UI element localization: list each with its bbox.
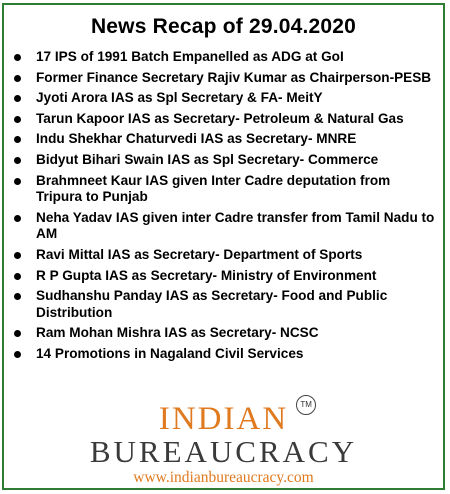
list-item	[10, 90, 440, 107]
indian-bureaucracy-logo	[4, 401, 443, 487]
list-item-text: Neha Yadav IAS given inter Cadre transfer from Tamil Nadu to AM	[36, 209, 435, 242]
logo-website-url: www.indianbureaucracy.com	[133, 469, 314, 486]
list-item	[10, 70, 440, 87]
list-item-text: R P Gupta IAS as Secretary- Ministry of Environment	[36, 267, 377, 283]
logo-wordmark-indian	[158, 400, 312, 437]
list-item	[10, 288, 440, 321]
list-item-text: Brahmneet Kaur IAS given Inter Cadre deputation from Tripura to Punjab	[36, 172, 391, 205]
page-title: News Recap of 29.04.2020	[90, 15, 357, 38]
list-item-text: Sudhanshu Panday IAS as Secretary- Food and Public Distribution	[36, 288, 388, 320]
bullet-icon	[14, 252, 21, 259]
bullet-icon	[14, 54, 21, 61]
list-item	[10, 247, 440, 264]
logo-text-indian: INDIAN	[158, 401, 289, 437]
list-item	[10, 268, 440, 285]
bullet-icon	[14, 178, 21, 185]
list-item	[10, 346, 440, 363]
list-item	[10, 111, 440, 128]
bullet-icon	[14, 95, 21, 102]
bullet-icon	[14, 157, 21, 164]
list-item	[10, 173, 440, 206]
bullet-icon	[14, 351, 21, 358]
list-item-text: Former Finance Secretary Rajiv Kumar as Chairperson-PESB	[36, 69, 432, 85]
list-item-text: Jyoti Arora IAS as Spl Secretary & FA- MeitY	[36, 90, 323, 106]
list-item-text: Ravi Mittal IAS as Secretary- Department of Sports	[36, 246, 363, 262]
bullet-icon	[14, 75, 21, 82]
bullet-icon	[14, 215, 21, 222]
list-item	[10, 210, 440, 243]
logo-wordmark-bureaucracy: BUREAUCRACY	[89, 434, 358, 469]
list-item	[10, 325, 440, 342]
bullet-icon	[14, 136, 21, 143]
trademark-icon: TM	[296, 395, 316, 415]
list-item-text: Tarun Kapoor IAS as Secretary- Petroleum & Natural Gas	[36, 110, 404, 126]
bullet-icon	[14, 116, 21, 123]
list-item-text: Ram Mohan Mishra IAS as Secretary- NCSC	[36, 325, 319, 341]
list-item	[10, 152, 440, 169]
list-item	[10, 49, 440, 66]
list-item-text: Bidyut Bihari Swain IAS as Spl Secretary- Commerce	[36, 151, 379, 167]
bullet-icon	[14, 293, 21, 300]
news-list	[10, 49, 440, 367]
list-item-text: Indu Shekhar Chaturvedi IAS as Secretary- MNRE	[36, 131, 357, 147]
list-item-text: 14 Promotions in Nagaland Civil Services	[36, 345, 304, 361]
list-item-text: 17 IPS of 1991 Batch Empanelled as ADG at GoI	[36, 49, 344, 64]
bullet-icon	[14, 330, 21, 337]
bullet-icon	[14, 273, 21, 280]
list-item	[10, 131, 440, 148]
news-recap-card	[2, 3, 445, 490]
